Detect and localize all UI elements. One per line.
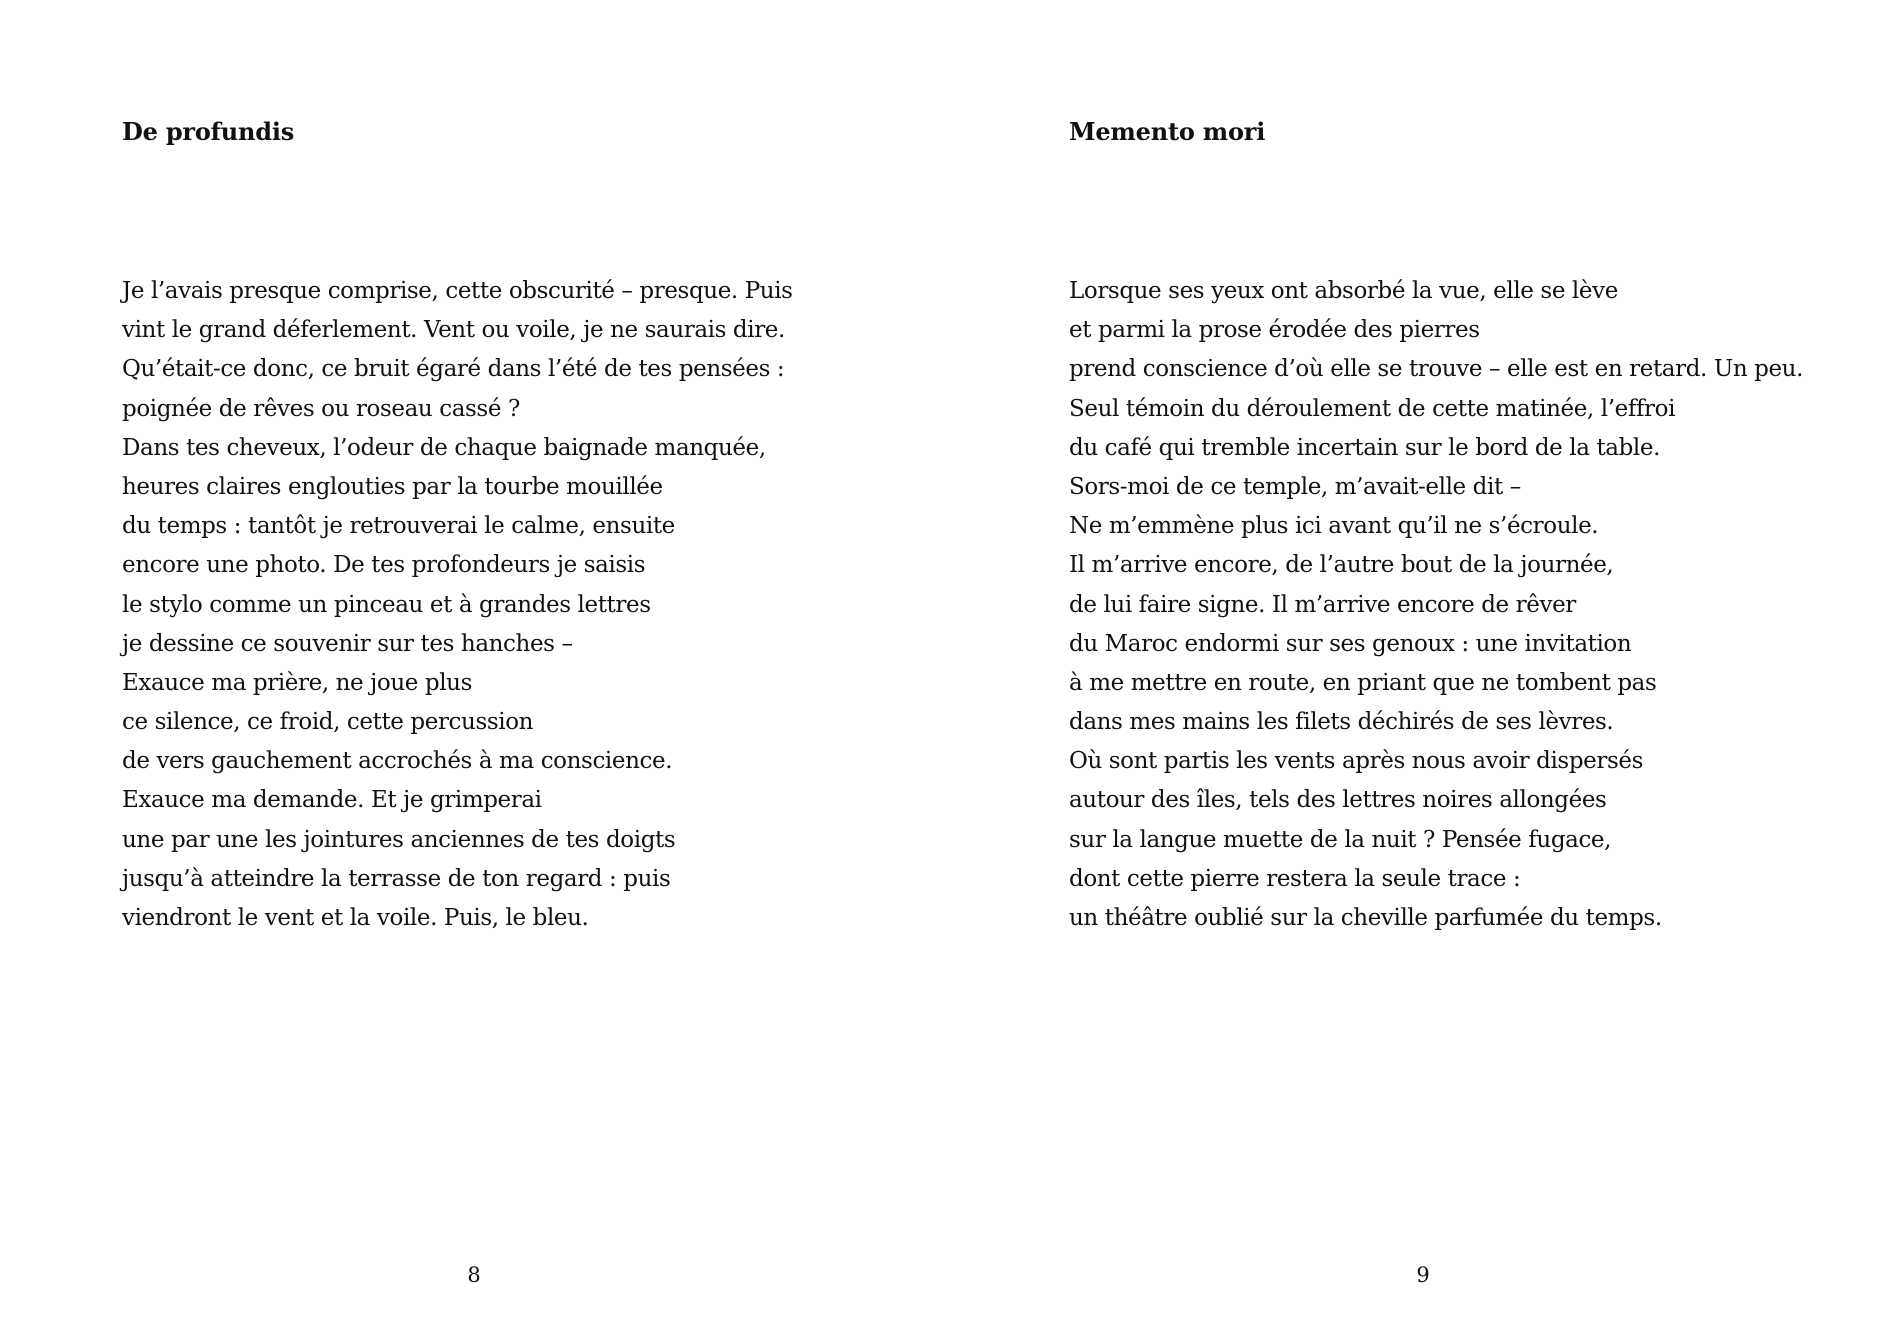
poem-line: encore une photo. De tes profondeurs je saisis [122,552,646,579]
poem-line: dans mes mains les filets déchirés de ses lèvres. [1069,709,1614,736]
poem-line: un théâtre oublié sur la cheville parfumée du temps. [1069,905,1662,931]
page-number: 8 [467,1263,481,1287]
poem-line: de vers gauchement accrochés à ma conscience. [122,748,673,775]
poem-line: heures claires englouties par la tourbe mouillée [122,473,663,500]
poem-line: dont cette pierre restera la seule trace : [1069,865,1521,892]
poem-line: Dans tes cheveux, l’odeur de chaque baignade manquée, [122,434,766,461]
poem-title: De profundis [122,117,295,146]
poem-line: à me mettre en route, en priant que ne tombent pas [1069,669,1657,696]
poem-line: une par une les jointures anciennes de tes doigts [122,826,676,853]
poem-line: je dessine ce souvenir sur tes hanches – [122,630,573,657]
poem-line: vint le grand déferlement. Vent ou voile, je ne saurais dire. [122,317,785,344]
poem-line: Il m’arrive encore, de l’autre bout de la journée, [1069,552,1614,579]
poem-line: du temps : tantôt je retrouverai le calme, ensuite [122,513,675,540]
poem-title: Memento mori [1069,117,1266,146]
right-page [945,0,1890,1339]
poem-line: jusqu’à atteindre la terrasse de ton regard : puis [122,865,671,892]
poem-line: Seul témoin du déroulement de cette matinée, l’effroi [1069,395,1676,422]
poem-line: et parmi la prose érodée des pierres [1069,317,1480,344]
poem-line: de lui faire signe. Il m’arrive encore de rêver [1069,591,1576,618]
poem-line: autour des îles, tels des lettres noires allongées [1069,787,1607,814]
poem-line: Je l’avais presque comprise, cette obscurité – presque. Puis [122,278,793,304]
poem-line: poignée de rêves ou roseau cassé ? [122,395,520,422]
poem-line: sur la langue muette de la nuit ? Pensée fugace, [1069,826,1612,853]
poem-line: le stylo comme un pinceau et à grandes lettres [122,591,651,618]
poem-line: du Maroc endormi sur ses genoux : une invitation [1069,630,1632,657]
poem-line: Sors-moi de ce temple, m’avait-elle dit – [1069,473,1521,500]
poem-body [1069,272,1803,938]
poem-line: Qu’était-ce donc, ce bruit égaré dans l’été de tes pensées : [122,356,785,383]
poem-line: Exauce ma demande. Et je grimperai [122,787,542,814]
poem-line: du café qui tremble incertain sur le bord de la table. [1069,434,1661,461]
poem-line: Où sont partis les vents après nous avoir dispersés [1069,748,1643,775]
poem-line: ce silence, ce froid, cette percussion [122,709,534,736]
poem-line: Lorsque ses yeux ont absorbé la vue, elle se lève [1069,278,1618,304]
poem-line: Exauce ma prière, ne joue plus [122,669,472,696]
page-number: 9 [1416,1263,1430,1287]
poem-line: Ne m’emmène plus ici avant qu’il ne s’écroule. [1069,513,1599,540]
poem-line: prend conscience d’où elle se trouve – elle est en retard. Un peu. [1069,356,1804,383]
poem-body [122,272,793,938]
poem-line: viendront le vent et la voile. Puis, le bleu. [122,905,589,931]
